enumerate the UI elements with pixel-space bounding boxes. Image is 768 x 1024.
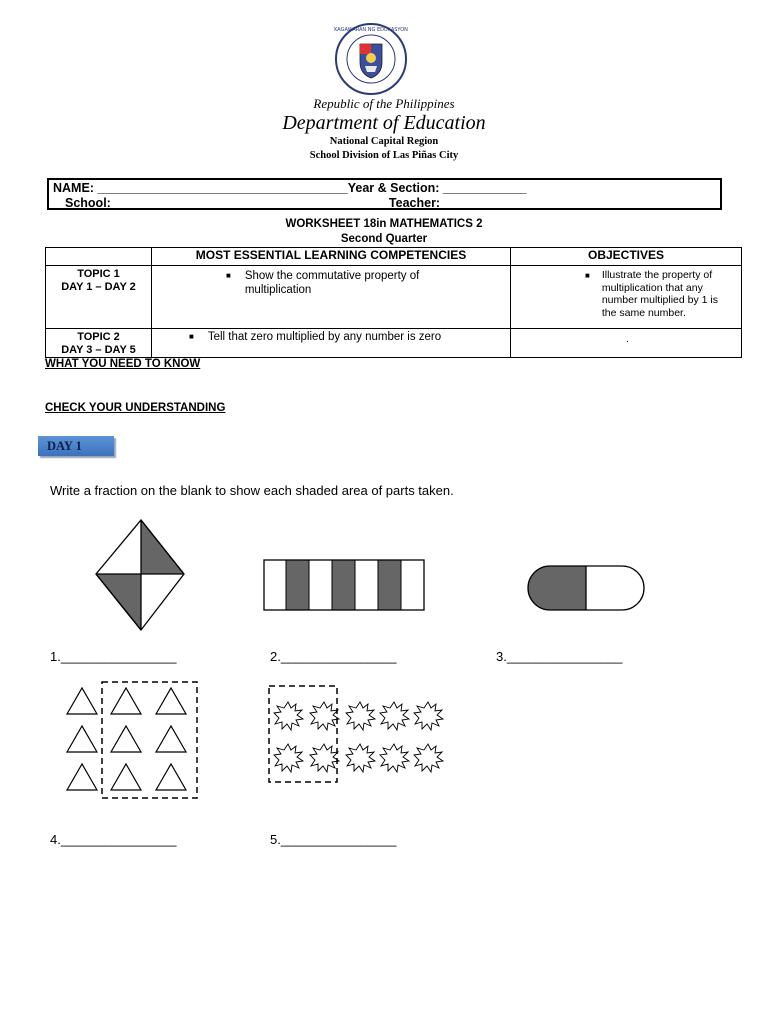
competency-cell	[152, 266, 511, 329]
figure-2-stripes	[263, 559, 425, 611]
answer-blank-4[interactable]: 4.________________	[50, 832, 177, 847]
teacher-field[interactable]: _________________	[443, 196, 562, 210]
deped-seal-logo	[334, 22, 408, 96]
check-understanding-heading: CHECK YOUR UNDERSTANDING	[45, 402, 226, 414]
figure-4-triangles	[62, 680, 202, 802]
table-header-competencies: MOST ESSENTIAL LEARNING COMPETENCIES	[152, 248, 511, 266]
answer-blank-2[interactable]: 2.________________	[270, 649, 397, 664]
competency-cell	[152, 329, 511, 358]
answer-blank-3[interactable]: 3.________________	[496, 649, 623, 664]
topic-cell	[46, 329, 152, 358]
republic-heading: Republic of the Philippines	[313, 96, 455, 111]
worksheet-quarter: Second Quarter	[340, 233, 428, 245]
bullet-icon: ■	[189, 332, 194, 341]
what-you-need-heading: WHAT YOU NEED TO KNOW	[45, 358, 201, 370]
school-field[interactable]: ________________________________________	[110, 196, 389, 210]
name-label: NAME:	[53, 181, 94, 195]
competency-text: Tell that zero multiplied by any number is zero	[207, 331, 442, 343]
objective-cell	[511, 329, 742, 358]
seal-ring-text: KAGAWARAN NG EDUKASYON	[334, 27, 408, 33]
bullet-icon: ■	[585, 271, 590, 280]
year-section-label: Year & Section:	[347, 181, 440, 195]
table-header-objectives: OBJECTIVES	[511, 248, 742, 266]
topic-label: TOPIC 2	[77, 331, 120, 343]
answer-blank-1[interactable]: 1.________________	[50, 649, 177, 664]
topic-label: TOPIC 1	[77, 268, 120, 280]
school-label: School:	[65, 196, 111, 210]
table-header-blank	[46, 248, 152, 266]
topic-days: DAY 3 – DAY 5	[61, 344, 136, 356]
table-header-row	[46, 248, 742, 266]
answer-blank-5[interactable]: 5.________________	[270, 832, 397, 847]
competency-text: Show the commutative property of multiplication	[244, 270, 420, 296]
name-field[interactable]: ____________________________________	[97, 181, 348, 195]
topic-days: DAY 1 – DAY 2	[61, 281, 136, 293]
topic-cell	[46, 266, 152, 329]
table-row	[46, 329, 742, 358]
figure-3-capsule	[527, 565, 645, 611]
student-info-box	[47, 178, 722, 210]
figure-1-diamond	[94, 518, 188, 632]
table-row	[46, 266, 742, 329]
exercise-instruction: Write a fraction on the blank to show each shaded area of parts taken.	[50, 483, 454, 498]
figure-5-starbursts	[268, 684, 450, 784]
year-section-field[interactable]: ____________	[442, 181, 527, 195]
teacher-label: Teacher:	[388, 196, 441, 210]
division-heading: School Division of Las Piñas City	[309, 150, 459, 161]
objective-cell	[511, 266, 742, 329]
objective-text: .	[626, 333, 629, 345]
day-badge: DAY 1	[38, 436, 114, 456]
competency-table	[45, 247, 742, 358]
department-heading: Department of Education	[282, 112, 486, 134]
bullet-icon: ■	[226, 271, 231, 280]
objective-text: Illustrate the property of multiplication that any number multiplied by 1 is the same number.	[601, 269, 718, 319]
worksheet-title: WORKSHEET 18in MATHEMATICS 2	[285, 218, 483, 230]
region-heading: National Capital Region	[329, 136, 439, 147]
